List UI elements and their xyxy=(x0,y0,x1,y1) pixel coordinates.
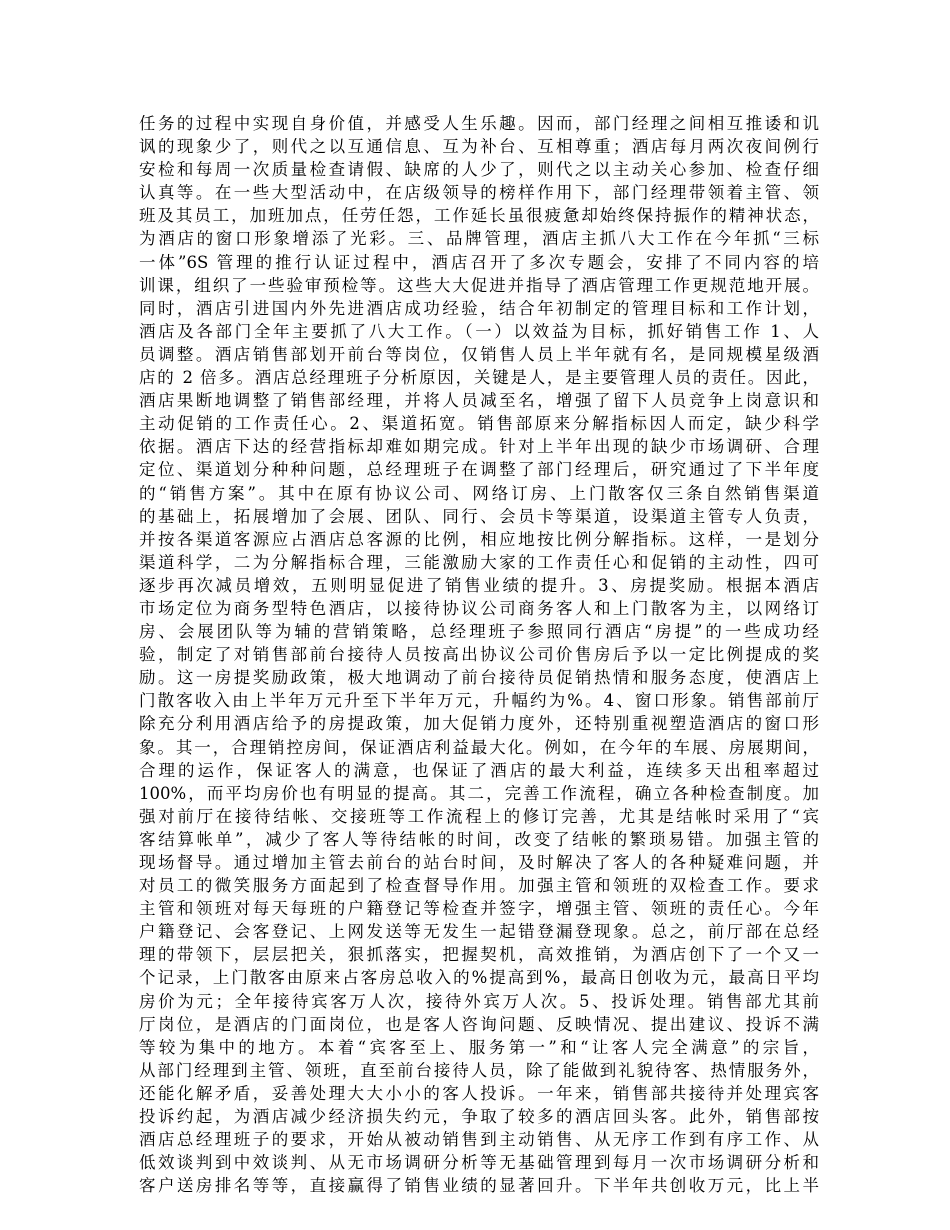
text-line: 并按各渠道客源应占酒店总客源的比例，相应地按比例分解指标。这样，一是划分 xyxy=(139,529,819,549)
text-line: 酒店总经理班子的要求，开始从被动销售到主动销售、从无序工作到有序工作、从 xyxy=(139,1130,819,1150)
text-line: 现场督导。通过增加主管去前台的站台时间，及时解决了客人的各种疑难问题，并 xyxy=(139,853,819,872)
text-line: 低效谈判到中效谈判、从无市场调研分析等无基础管理到每月一次市场调研分析和 xyxy=(139,1153,819,1173)
text-line: 为酒店的窗口形象增添了光彩。三、品牌管理，酒店主抓八大工作在今年抓“三标 xyxy=(139,229,819,249)
text-line: 房、会展团队等为辅的营销策略，总经理班子参照同行酒店“房提”的一些成功经 xyxy=(139,622,819,642)
text-line: 个记录，上门散客由原来占客房总收入的%提高到%，最高日创收为元，最高日平均 xyxy=(139,968,819,988)
text-line: 市场定位为商务型特色酒店，以接待协议公司商务客人和上门散客为主，以网络订 xyxy=(139,598,819,618)
text-line: 客户送房排名等等，直接赢得了销售业绩的显著回升。下半年共创收万元，比上半 xyxy=(139,1176,819,1196)
text-line: 厅岗位，是酒店的门面岗位，也是客人咨询问题、反映情况、提出建议、投诉不满 xyxy=(139,1014,819,1034)
text-line: 渠道科学，二为分解指标合理，三能激励大家的工作责任心和促销的主动性，四可 xyxy=(139,552,819,572)
text-line: 酒店果断地调整了销售部经理，并将人员减至名，增强了留下人员竞争上岗意识和 xyxy=(139,391,819,411)
text-line: 房价为元；全年接待宾客万人次，接待外宾万人次。5、投诉处理。销售部尤其前 xyxy=(139,991,819,1011)
text-line: 一体”6S 管理的推行认证过程中，酒店召开了多次专题会，安排了不同内容的培 xyxy=(139,252,819,272)
text-line: 讽的现象少了，则代之以互通信息、互为补台、互相尊重；酒店每月两次夜间例行 xyxy=(139,137,819,157)
text-line: 强对前厅在接待结帐、交接班等工作流程上的修订完善，尤其是结帐时采用了“宾 xyxy=(139,806,819,826)
text-line: 验，制定了对销售部前台接待人员按高出协议公司价售房后予以一定比例提成的奖 xyxy=(139,645,819,665)
text-line: 投诉约起，为酒店减少经济损失约元，争取了较多的酒店回头客。此外，销售部按 xyxy=(139,1107,819,1127)
text-line: 合理的运作，保证客人的满意，也保证了酒店的最大利益，连续多天出租率超过 xyxy=(139,760,819,780)
text-line: 对员工的微笑服务方面起到了检查督导作用。加强主管和领班的双检查工作。要求 xyxy=(139,876,819,896)
text-line: 依据。酒店下达的经营指标却难如期完成。针对上半年出现的缺少市场调研、合理 xyxy=(139,437,819,457)
text-line: 同时，酒店引进国内外先进酒店成功经验，结合年初制定的管理目标和工作计划， xyxy=(139,298,819,318)
text-line: 安检和每周一次质量检查请假、缺席的人少了，则代之以主动关心参加、检查仔细 xyxy=(139,160,819,180)
text-line: 从部门经理到主管、领班，直至前台接待人员，除了能做到礼貌待客、热情服务外， xyxy=(139,1060,819,1080)
text-line: 客结算帐单”，减少了客人等待结帐的时间，改变了结帐的繁琐易错。加强主管的 xyxy=(139,829,819,849)
text-line: 除充分利用酒店给予的房提政策，加大促销力度外，还特别重视塑造酒店的窗口形 xyxy=(139,714,819,734)
text-line: 认真等。在一些大型活动中，在店级领导的榜样作用下，部门经理带领着主管、领 xyxy=(139,183,819,203)
text-line: 象。其一，合理销控房间，保证酒店利益最大化。例如，在今年的车展、房展期间， xyxy=(139,737,819,757)
text-line: 班及其员工，加班加点，任劳任怨，工作延长虽很疲惫却始终保持振作的精神状态， xyxy=(139,206,819,226)
text-line: 门散客收入由上半年万元升至下半年万元，升幅约为%。4、窗口形象。销售部前厅 xyxy=(139,691,819,711)
text-line: 100%，而平均房价也有明显的提高。其二，完善工作流程，确立各种检查制度。加 xyxy=(139,783,819,803)
text-line: 逐步再次减员增效，五则明显促进了销售业绩的提升。3、房提奖励。根据本酒店 xyxy=(139,575,819,595)
text-line: 主动促销的工作责任心。2、渠道拓宽。销售部原来分解指标因人而定，缺少科学 xyxy=(139,414,819,434)
text-line: 训课，组织了一些验审预检等。这些大大促进并指导了酒店管理工作更规范地开展。 xyxy=(139,275,819,295)
text-line: 的“销售方案”。其中在原有协议公司、网络订房、上门散客仅三条自然销售渠道 xyxy=(139,483,819,503)
text-line: 励。这一房提奖励政策，极大地调动了前台接待员促销热情和服务态度，使酒店上 xyxy=(139,668,819,688)
text-line: 等较为集中的地方。本着“宾客至上、服务第一”和“让客人完全满意”的宗旨， xyxy=(139,1037,819,1057)
text-line: 还能化解矛盾，妥善处理大大小小的客人投诉。一年来，销售部共接待并处理宾客 xyxy=(139,1083,819,1103)
text-line: 理的带领下，层层把关，狠抓落实，把握契机，高效推销，为酒店创下了一个又一 xyxy=(139,945,819,965)
text-line: 定位、渠道划分种种问题，总经理班子在调整了部门经理后，研究通过了下半年度 xyxy=(139,460,819,480)
text-line: 店的 2 倍多。酒店总经理班子分析原因，关键是人，是主要管理人员的责任。因此， xyxy=(139,368,819,388)
text-line: 酒店及各部门全年主要抓了八大工作。（一）以效益为目标，抓好销售工作 1、人 xyxy=(139,321,819,341)
text-line: 户籍登记、会客登记、上网发送等无发生一起错登漏登现象。总之，前厅部在总经 xyxy=(139,922,819,942)
text-line: 任务的过程中实现自身价值，并感受人生乐趣。因而，部门经理之间相互推诿和讥 xyxy=(139,114,819,133)
text-line: 员调整。酒店销售部划开前台等岗位，仅销售人员上半年就有名，是同规模星级酒 xyxy=(139,344,819,364)
text-line: 主管和领班对每天每班的户籍登记等检查并签字，增强主管、领班的责任心。今年 xyxy=(139,899,819,919)
body-text xyxy=(139,112,819,1197)
text-line: 的基础上，拓展增加了会展、团队、同行、会员卡等渠道，设渠道主管专人负责， xyxy=(139,506,819,526)
